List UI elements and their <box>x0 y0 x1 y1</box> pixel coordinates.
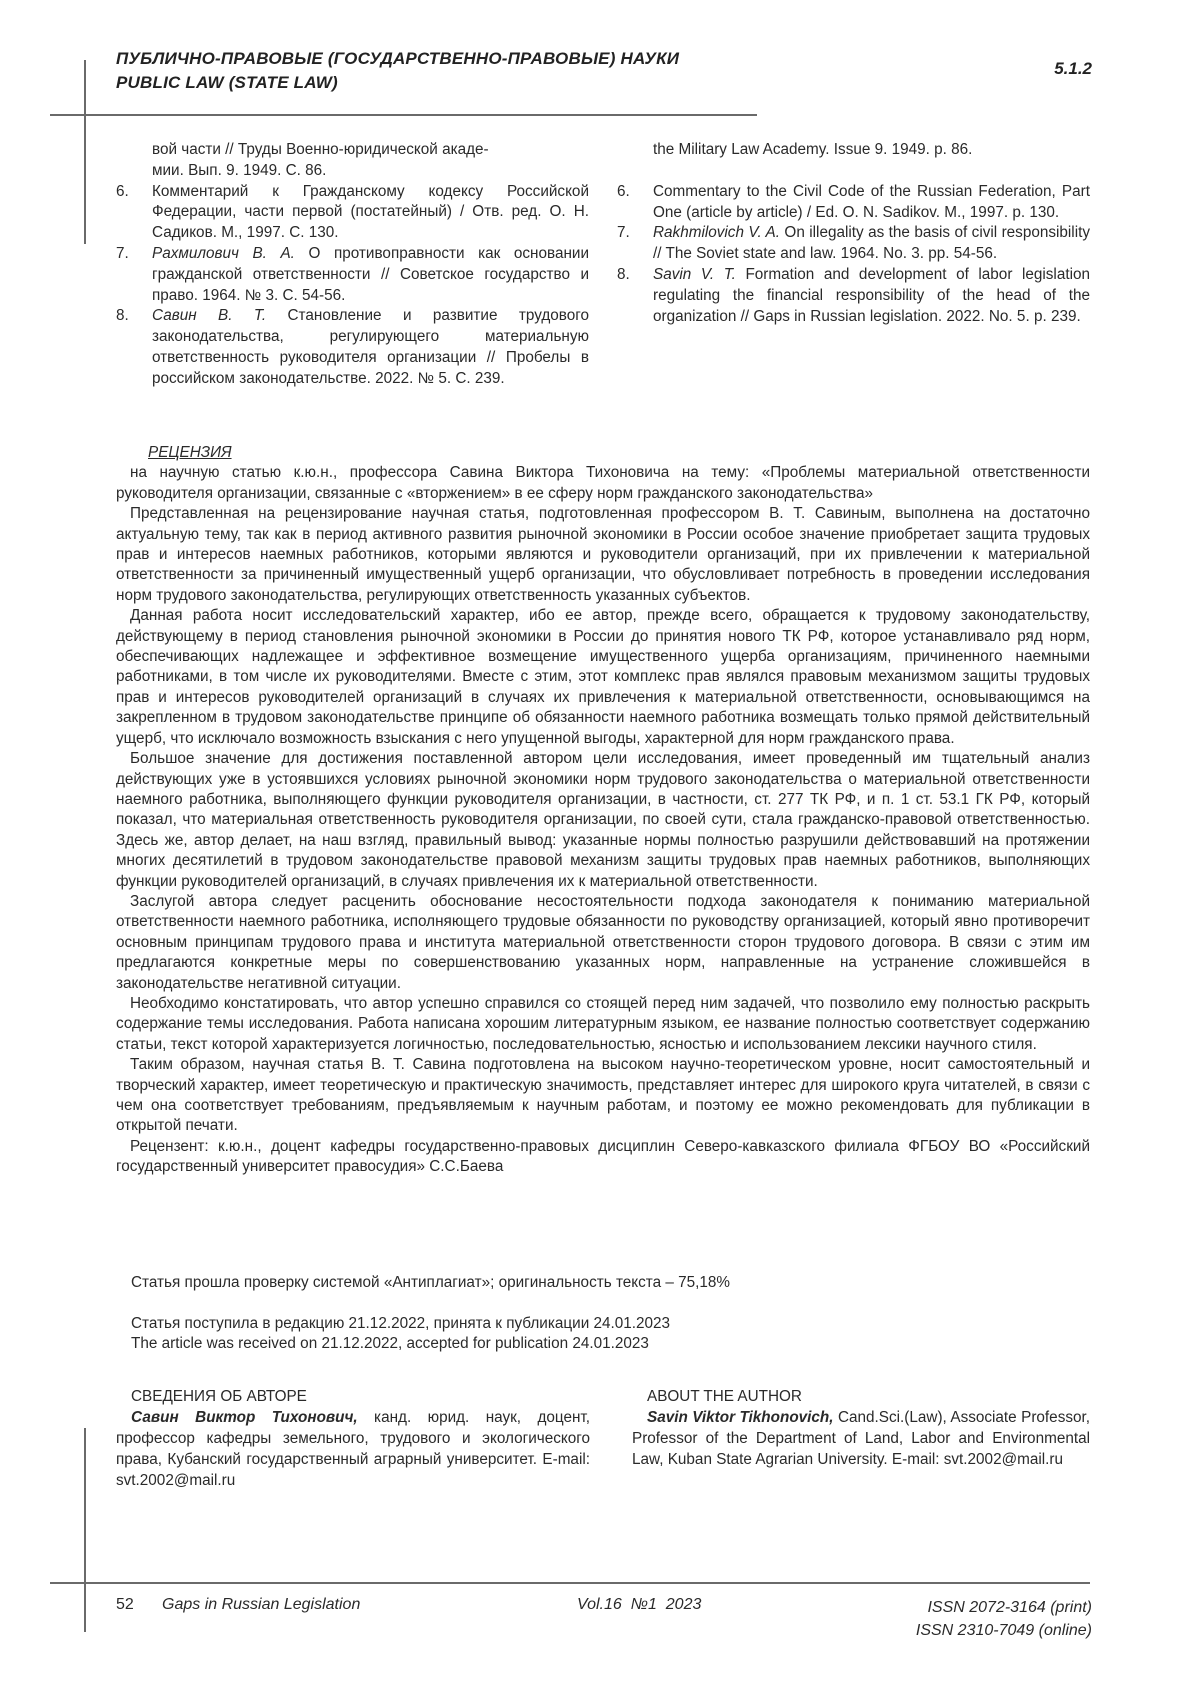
section-code: 5.1.2 <box>1054 59 1092 78</box>
author-name: Савин Виктор Тихонович, <box>131 1409 358 1426</box>
reference-author: Савин В. Т. <box>152 307 267 325</box>
issn-print: ISSN 2072-3164 (print) <box>927 1599 1092 1616</box>
review-section <box>116 443 1090 1178</box>
reviewer-signature: Рецензент: к.ю.н., доцент кафедры государственно-правовых дисциплин Северо-кавказского филиала ФГБОУ ВО «Российский государственный университет правосудия» С.С.Баева <box>116 1137 1090 1176</box>
reference-text: Комментарий к Гражданскому кодексу Российской Федерации, части первой (постатейный) / Отв. ред. О. Н. Садиков. М., 1997. С. 130. <box>152 182 589 242</box>
reference-item <box>617 223 1090 265</box>
author-name: Savin Viktor Tikhonovich, <box>647 1409 834 1426</box>
reference-item <box>116 182 589 244</box>
reference-item <box>116 306 589 389</box>
issn-online: ISSN 2310-7049 (online) <box>915 1622 1092 1639</box>
reference-item <box>617 265 1090 327</box>
reference-author: Rakhmilovich V. A. <box>653 224 781 242</box>
review-paragraph: Большое значение для достижения поставленной автором цели исследования, имеет проведенный им тщательный анализ действующих уже в устоявшихся условиях рыночной экономики норм трудового законодательства о материальной ответственности наемного работника, выполняющего функции руководителя организации, в частности, ст. 277 ТК РФ, и п. 1 ст. 53.1 ГК РФ, который показал, что материальная ответственность руководителя организации, по своей сути, стала гражданско-правовой ответственностью. Здесь же, автор делает, на наш взгляд, правильный вывод: указанные нормы полностью разрушили действовавший на протяжении многих десятилетий в трудовом законодательстве правовой механизм защиты трудовых прав наемных работников, выполняющих функции руководителей организаций, в случаях привлечения их к материальной ответственности. <box>116 750 1090 890</box>
about-heading: СВЕДЕНИЯ ОБ АВТОРЕ <box>131 1388 307 1405</box>
reference-text: On illegality as the basis of civil responsibility // The Soviet state and law. 1964. No. 3. pp. 54-56. <box>653 224 1090 263</box>
review-paragraph: на научную статью к.ю.н., профессора Савина Виктора Тихоновича на тему: «Проблемы материальной ответственности руководителя организации, связанные с «вторжением» в ее сферу норм гражданского законодательства» <box>116 464 1090 502</box>
author-details: Cand.Sci.(Law), Associate Professor, Professor of the Department of Land, Labor and Environmental Law, Kuban State Agrarian University. E-mail: svt.2002@mail.ru <box>632 1409 1090 1468</box>
references-ru <box>116 140 589 390</box>
header-horizontal-rule <box>50 114 757 116</box>
about-author-ru <box>116 1386 590 1491</box>
footer-horizontal-rule <box>50 1582 1090 1584</box>
about-author-en <box>632 1386 1090 1470</box>
reference-number: 6. <box>116 182 129 200</box>
volume-issue: Vol.16 №1 2023 <box>577 1596 702 1613</box>
reference-continuation: the Military Law Academy. Issue 9. 1949. p. 86. <box>653 141 973 158</box>
page-number: 52 <box>116 1596 134 1613</box>
reference-number: 7. <box>116 244 129 262</box>
received-date-ru: Статья поступила в редакцию 21.12.2022, принята к публикации 24.01.2023 <box>131 1315 671 1332</box>
reference-number: 7. <box>617 224 630 242</box>
reference-author: Рахмилович В. А. <box>152 244 295 262</box>
review-paragraph: Таким образом, научная статья В. Т. Савина подготовлена на высоком научно-теоретическом уровне, носит самостоятельный и творческий характер, имеет теоретическую и практическую значимость, представляет интерес для широкого круга читателей, в связи с чем она соответствует требованиям, предъявляемым к научным работам, и поэтому ее можно рекомендовать для публикации в открытой печати. <box>116 1056 1090 1135</box>
references-en <box>617 140 1090 327</box>
antiplagiat-note: Статья прошла проверку системой «Антиплагиат»; оригинальность текста – 75,18% <box>131 1274 731 1291</box>
review-title: РЕЦЕНЗИЯ <box>148 444 232 461</box>
review-paragraph: Представленная на рецензирование научная статья, подготовленная профессором В. Т. Савиным, выполнена на достаточно актуальную тему, так как в период активного развития рыночной экономики в России особое значение приобретает защита трудовых прав и интересов наемных работников, которыми являются и руководители организаций, при их привлечении к материальной ответственности за причиненный имущественный ущерб организации, что обусловливает потребность в проведении исследования норм трудового законодательства, регулирующих ответственность указанных субъектов. <box>116 505 1090 604</box>
review-paragraph: Данная работа носит исследовательский характер, ибо ее автор, прежде всего, обращается к трудовому законодательству, действующему в период становления рыночной экономики в России до принятия нового ТК РФ, которое устанавливало ряд норм, обеспечивающих надлежащее и эффективное возмещение имущественного ущерба организациям, причиненного наемными работниками, в том числе их руководителями. Вместе с этим, этот комплекс прав являлся правовым механизмом защиты трудовых прав и интересов руководителей организаций в случаях их привлечения к материальной ответственности, основывающимся на закрепленном в трудовом законодательстве принципе об обязанности наемного работника возмещать только прямой действительный ущерб, что исключало возможность взыскания с него упущенной выгоды, характерной для норм гражданского права. <box>116 607 1090 747</box>
review-paragraph: Заслугой автора следует расценить обоснование несостоятельности подхода законодателя к пониманию материальной ответственности наемного работника, исполняющего трудовые обязанности по руководству организацией, который явно противоречит основным принципам трудового права и института материальной ответственности сторон трудового договора. В связи с этим им предлагаются конкретные меры по совершенствованию указанных норм, направленные на устранение сложившейся в законодательстве негативной ситуации. <box>116 892 1090 992</box>
header-vertical-rule <box>84 60 86 244</box>
reference-item <box>116 244 589 306</box>
section-title-ru: ПУБЛИЧНО-ПРАВОВЫЕ (ГОСУДАРСТВЕННО-ПРАВОВЫЕ) НАУКИ <box>116 49 680 68</box>
section-title-en: PUBLIC LAW (STATE LAW) <box>116 73 338 92</box>
reference-author: Savin V. T. <box>653 265 736 283</box>
reference-continuation: вой части // Труды Военно-юридической акаде- мии. Вып. 9. 1949. С. 86. <box>152 141 489 179</box>
reference-text: Commentary to the Civil Code of the Russian Federation, Part One (article by article) / Ed. O. N. Sadikov. M., 1997. p. 130. <box>653 182 1090 221</box>
journal-name: Gaps in Russian Legislation <box>162 1596 361 1613</box>
about-heading: ABOUT THE AUTHOR <box>647 1388 802 1405</box>
reference-number: 6. <box>617 182 630 200</box>
issn-block <box>916 1596 1092 1642</box>
received-date-en: The article was received on 21.12.2022, accepted for publication 24.01.2023 <box>131 1335 649 1352</box>
author-details: канд. юрид. наук, доцент, профессор кафедры земельного, трудового и экологического права, Кубанский государственный аграрный университет. E-mail: svt.2002@mail.ru <box>116 1409 590 1489</box>
reference-text: Становление и развитие трудового законодательства, регулирующего материальную ответственность руководителя организации // Пробелы в российском законодательстве. 2022. № 5. С. 239. <box>152 307 589 387</box>
reference-number: 8. <box>116 307 129 325</box>
reference-number: 8. <box>617 265 630 283</box>
reference-text: Formation and development of labor legislation regulating the financial responsibility of the head of the organization // Gaps in Russian legislation. 2022. No. 5. p. 239. <box>653 265 1090 325</box>
reference-item <box>617 182 1090 224</box>
footer-vertical-rule <box>84 1428 86 1632</box>
reference-text: О противоправности как основании гражданской ответственности // Советское государство и право. 1964. № 3. С. 54-56. <box>152 244 589 304</box>
review-paragraph: Необходимо констатировать, что автор успешно справился со стоящей перед ним задачей, что позволило ему полностью раскрыть содержание темы исследования. Работа написана хорошим литературным языком, ее название полностью соответствует содержанию статьи, текст которой характеризуется логичностью, последовательностью, ясностью и использованием лексики научного стиля. <box>116 994 1090 1053</box>
